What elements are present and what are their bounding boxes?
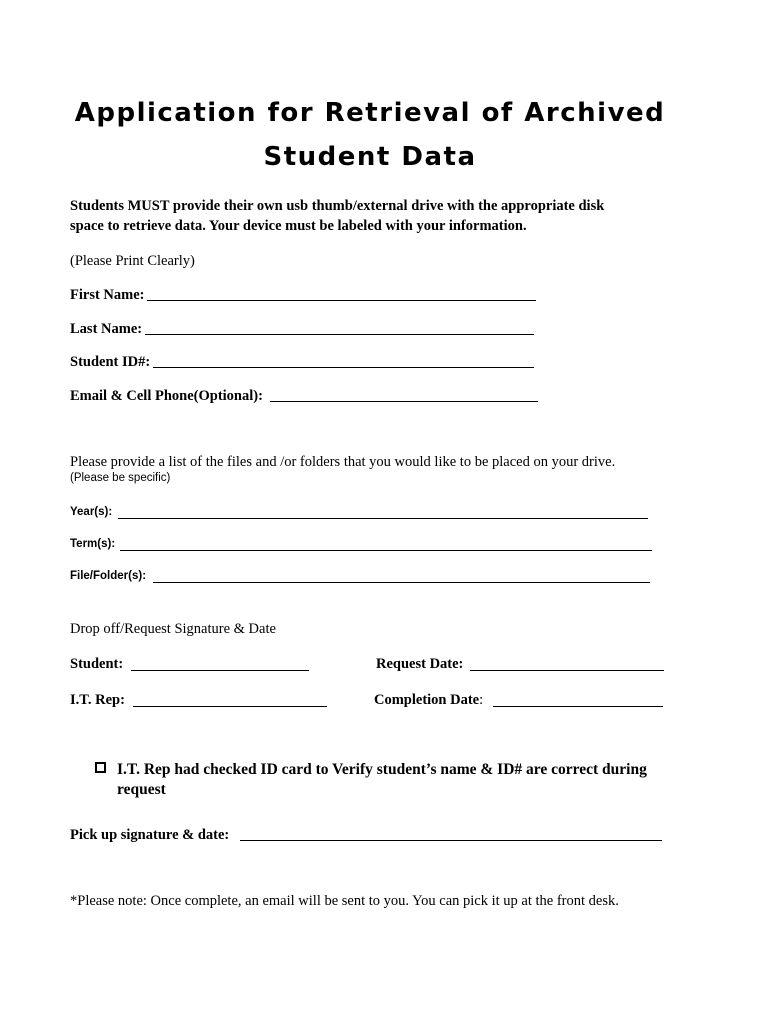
print-clearly-note: (Please Print Clearly) xyxy=(70,253,195,269)
email-phone-label: Email & Cell Phone(Optional): xyxy=(70,388,263,404)
footer-note: *Please note: Once complete, an email will be sent to you. You can pick it up at the front desk. xyxy=(70,893,619,909)
file-folder-field[interactable] xyxy=(153,582,650,583)
intro-line-2: space to retrieve data. Your device must be labeled with your information. xyxy=(70,218,527,234)
files-instruction: Please provide a list of the files and /or folders that you would like to be placed on your drive. xyxy=(70,454,616,470)
form-title-line-2: Student Data xyxy=(263,142,477,172)
form-title-line-1: Application for Retrieval of Archived xyxy=(74,98,666,128)
student-id-label: Student ID#: xyxy=(70,354,151,370)
it-rep-label: I.T. Rep: xyxy=(70,692,125,708)
it-rep-field[interactable] xyxy=(133,706,327,707)
be-specific-note: (Please be specific) xyxy=(70,472,171,484)
signature-heading: Drop off/Request Signature & Date xyxy=(70,621,276,637)
last-name-field[interactable] xyxy=(145,334,534,335)
request-date-field[interactable] xyxy=(470,670,664,671)
intro-text xyxy=(70,196,604,236)
years-label: Year(s): xyxy=(70,506,113,518)
student-signature-field[interactable] xyxy=(131,670,309,671)
first-name-label: First Name: xyxy=(70,287,145,303)
student-id-field[interactable] xyxy=(153,367,534,368)
file-folder-label: File/Folder(s): xyxy=(70,570,147,582)
pickup-signature-field[interactable] xyxy=(240,840,662,841)
first-name-field[interactable] xyxy=(147,300,536,301)
request-date-label: Request Date: xyxy=(376,656,464,672)
completion-date-text: Completion Date xyxy=(374,692,480,708)
terms-label: Term(s): xyxy=(70,538,116,550)
id-verified-text: I.T. Rep had checked ID card to Verify student’s name & ID# are correct during request xyxy=(117,761,647,798)
id-verified-checkbox[interactable] xyxy=(95,762,106,773)
terms-field[interactable] xyxy=(120,550,652,551)
intro-line-1: Students MUST provide their own usb thumb/external drive with the appropriate disk xyxy=(70,198,605,214)
student-signature-label: Student: xyxy=(70,656,124,672)
pickup-signature-label: Pick up signature & date: xyxy=(70,827,230,843)
completion-date-colon: : xyxy=(479,692,484,708)
completion-date-label xyxy=(374,692,483,709)
completion-date-field[interactable] xyxy=(493,706,663,707)
email-phone-field[interactable] xyxy=(270,401,538,402)
years-field[interactable] xyxy=(118,518,648,519)
last-name-label: Last Name: xyxy=(70,321,143,337)
